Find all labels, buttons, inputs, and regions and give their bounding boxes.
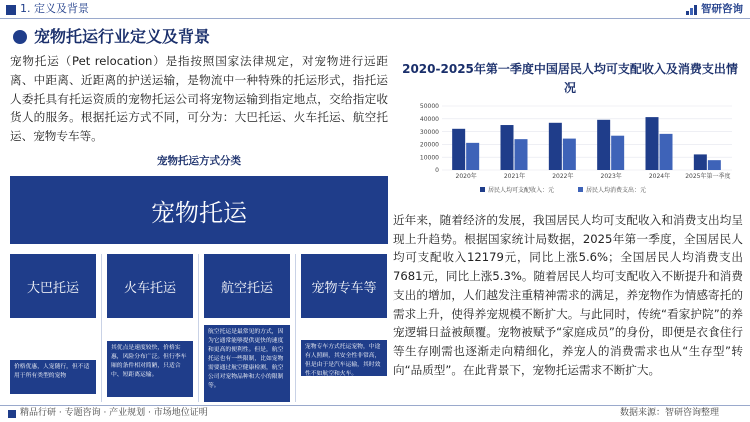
chart-title: 2020-2025年第一季度中国居民人均可支配收入及消费支出情况 <box>402 62 738 95</box>
x-tick-label: 2025年第一季度 <box>685 173 731 180</box>
section-title: 1. 定义及背景 <box>20 2 89 15</box>
bar <box>611 136 624 170</box>
y-tick-label: 50000 <box>419 103 439 111</box>
y-tick-label: 30000 <box>419 128 439 136</box>
page-title: 宠物托运行业定义及背景 <box>34 27 211 46</box>
background-paragraph: 近年来，随着经济的发展，我国居民人均可支配收入和消费支出均呈现上升趋势。根据国家统计局数据，2025年第一季度，全国居民人均可支配收入12179元，同比上涨5.6%；全国居民人均消费支出7681元，同比上涨5.3%。随着居民人均可支配收入不断提升和消费支出的增加，人们越发注重精神需求的满足，养宠物作为情感寄托的需求上升，使得养宠规模不断扩大。与此同时，传统“看家护院”的养宠逻辑日益被颠覆。宠物被赋予“家庭成员”的身份，即便是衣食住行等生存刚需也逐渐走向精细化，养宠人的消费需求也从“生存型”转向“品质型”。在此背景下，宠物托运需求不断扩大。 <box>393 213 743 377</box>
category-node-bus <box>10 254 96 318</box>
category-label: 宠物专车等 <box>311 280 377 296</box>
y-tick-label: 0 <box>435 167 439 175</box>
brand-logo-text: 智研咨询 <box>701 3 743 15</box>
legend-swatch <box>480 187 485 192</box>
category-desc-train: 其优点是速度较快，价格实惠，风险分布广泛。但行李车厢的条件相对简陋，只适合中、短距离运输。 <box>107 341 193 397</box>
column-divider <box>198 254 199 402</box>
bar <box>646 117 659 170</box>
bar <box>694 154 707 170</box>
header-divider <box>0 18 750 19</box>
bar <box>708 160 721 170</box>
column-divider <box>101 254 102 402</box>
bar <box>515 139 528 170</box>
legend-swatch <box>578 187 583 192</box>
category-desc-bus: 价格优惠，人宠随行，但不适用于所有类型的宠物 <box>10 360 96 394</box>
y-tick-label: 10000 <box>419 154 439 162</box>
intro-paragraph: 宠物托运（Pet relocation）是指按照国家法律规定，对宠物进行远距离、中距离、近距离的护送运输，是物流中一种特殊的托运形式，指托运人委托具有托运资质的宠物托运公司将宠物运输到指定地点，交给指定收货人的服务。根据托运方式不同，可分为：大巴托运、火车托运、航空托运、宠物专车等。 <box>10 54 388 144</box>
brand-logo-icon <box>686 5 698 15</box>
x-tick-label: 2024年 <box>648 173 671 180</box>
diagram-root-node <box>10 176 388 244</box>
income-consumption-bar-chart <box>400 100 740 202</box>
legend-label: 居民人均可支配收入：元 <box>488 187 555 194</box>
footer-divider <box>0 405 750 406</box>
footer-tagline: 精品行研 · 专题咨询 · 产业规划 · 市场地位证明 <box>20 408 208 418</box>
bar <box>597 120 610 170</box>
diagram-title: 宠物托运方式分类 <box>157 155 241 167</box>
x-tick-label: 2021年 <box>503 173 526 180</box>
y-tick-label: 20000 <box>419 141 439 149</box>
bar <box>452 129 465 170</box>
footer-source: 数据来源：智研咨询整理 <box>620 408 720 418</box>
bar <box>660 134 673 170</box>
x-tick-label: 2020年 <box>455 173 477 180</box>
x-tick-label: 2022年 <box>552 173 574 180</box>
category-node-train <box>107 254 193 318</box>
x-tick-label: 2023年 <box>600 173 622 180</box>
banner-bullet-icon <box>13 30 27 44</box>
y-tick-label: 40000 <box>419 116 439 123</box>
bar <box>549 123 562 170</box>
bar <box>466 143 479 170</box>
diagram-root-label: 宠物托运 <box>151 198 247 227</box>
category-node-air <box>204 254 290 318</box>
section-marker-icon <box>6 5 16 15</box>
bar <box>563 139 576 170</box>
category-node-car <box>301 254 387 318</box>
bar <box>501 125 514 170</box>
footer-marker-icon <box>8 410 16 418</box>
category-desc-air: 航空托运是最常见的方式，因为它通常能够提供更快的速度和更高的便利性。但是，航空托运也有一些限制，比如宠物需要通过航空健康检测，航空公司对宠物品种和大小的限制等。 <box>204 325 290 402</box>
category-label: 火车托运 <box>123 280 176 296</box>
category-label: 航空托运 <box>220 280 273 296</box>
category-label: 大巴托运 <box>26 280 79 296</box>
legend-label: 居民人均消费支出：元 <box>586 187 647 194</box>
column-divider <box>295 254 296 402</box>
category-desc-car: 宠物专车方式托运宠物，中途有人照顾，其安全性非常高，但是由于是汽车运输，其时效性不如航空和火车。 <box>301 340 387 376</box>
